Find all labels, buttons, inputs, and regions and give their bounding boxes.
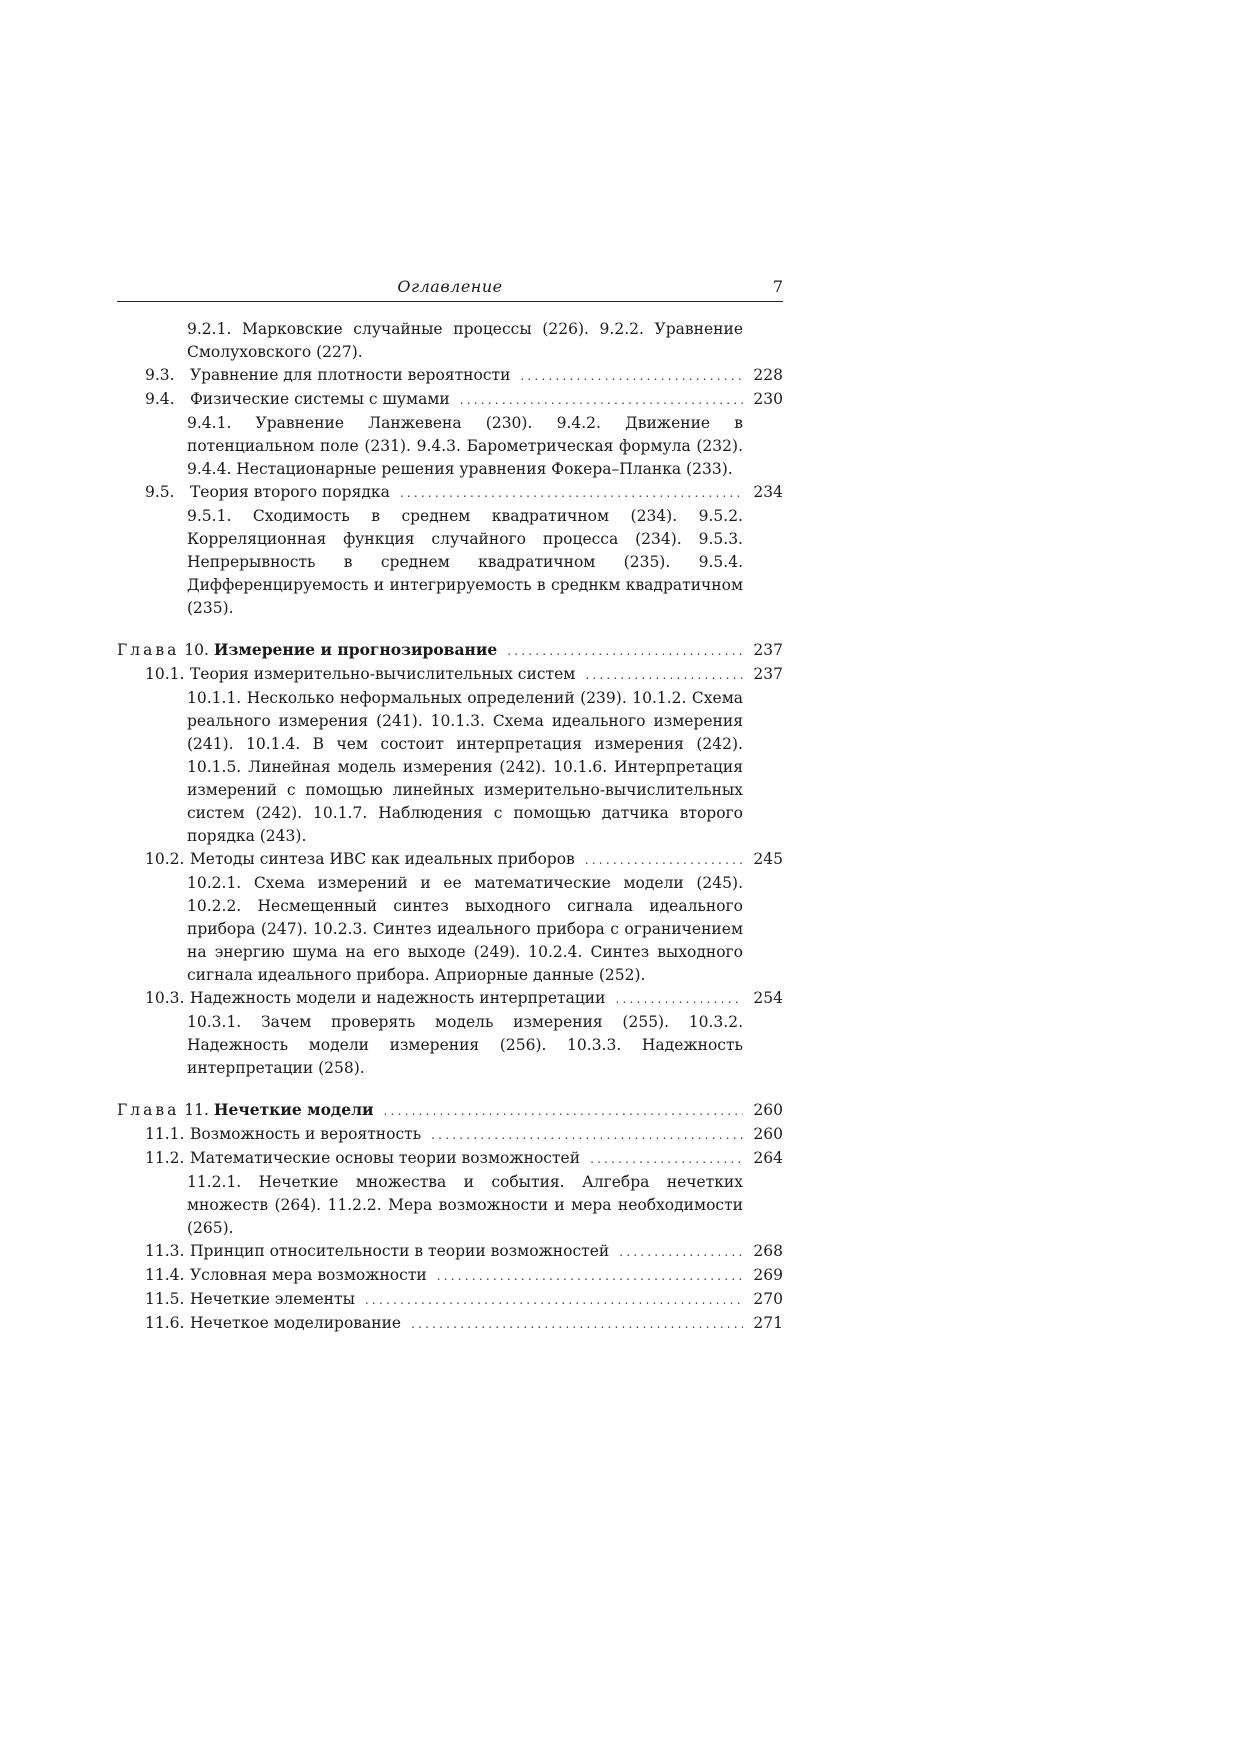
toc-entry-11-1[interactable] <box>117 1123 783 1147</box>
entry-title: Принцип относительности в теории возможностей <box>189 1242 610 1260</box>
entry-page: 270 <box>753 1290 783 1308</box>
entry-title: Нечеткие элементы <box>189 1290 355 1308</box>
entry-page: 245 <box>753 850 783 868</box>
leader-dots <box>585 849 743 872</box>
entry-number: 10.2. <box>145 850 185 868</box>
toc-entry-9-4[interactable] <box>117 388 783 412</box>
leader-dots <box>619 1241 743 1264</box>
toc-entry-11-5[interactable] <box>117 1288 783 1312</box>
entry-title: Нечеткое моделирование <box>189 1314 402 1332</box>
entry-number: 9.4. <box>145 390 175 408</box>
entry-number: 9.5. <box>145 483 175 501</box>
header-page-number: 7 <box>772 277 783 296</box>
entry-page: 234 <box>753 483 783 501</box>
toc-entry-9-3[interactable] <box>117 364 783 388</box>
entry-title: Условная мера возможности <box>189 1266 427 1284</box>
chapter-title: Измерение и прогнозирование <box>213 640 498 659</box>
entry-number: 11.2. <box>145 1149 185 1167</box>
toc-entry-9-5[interactable] <box>117 481 783 505</box>
entry-title: Методы синтеза ИВС как идеальных приборов <box>189 850 575 868</box>
chapter-label: Глава <box>117 1101 180 1119</box>
entry-page: 230 <box>753 390 783 408</box>
entry-number: 10.3. <box>145 989 185 1007</box>
toc-entry-11-2[interactable] <box>117 1147 783 1171</box>
subsection-list: 10.2.1. Схема измерений и ее математические модели (245). 10.2.2. Несмещенный синтез выходного сигнала идеального прибора (247). 10.2.3. Синтез идеального прибора с ограничением на энергию шума на его выходе (249). 10.2.4. Синтез выходного сигнала идеального прибора. Априорные данные (252). <box>187 874 743 984</box>
entry-title: Математические основы теории возможностей <box>189 1149 581 1167</box>
subsection-list: 9.2.1. Марковские случайные процессы (226). 9.2.2. Уравнение Смолуховского (227). <box>187 320 743 361</box>
subsection-list: 9.4.1. Уравнение Ланжевена (230). 9.4.2. Движение в потенциальном поле (231). 9.4.3. Барометрическая формула (232). 9.4.4. Нестационарные решения уравнения Фокера–Планка (233). <box>187 414 743 478</box>
entry-page: 264 <box>753 1149 783 1167</box>
subsection-list: 10.3.1. Зачем проверять модель измерения (255). 10.3.2. Надежность модели измерения (256). 10.3.3. Надежность интерпретации (258). <box>187 1013 743 1077</box>
leader-dots <box>507 640 743 663</box>
entry-number: 11.5. <box>145 1290 185 1308</box>
entry-title: Надежность модели и надежность интерпретации <box>189 989 606 1007</box>
entry-title: Теория второго порядка <box>189 483 390 501</box>
leader-dots <box>431 1124 743 1147</box>
leader-dots <box>615 988 743 1011</box>
leader-dots <box>520 365 743 388</box>
leader-dots <box>437 1265 743 1288</box>
entry-page: 268 <box>753 1242 783 1260</box>
toc-entry-10-1[interactable] <box>117 663 783 687</box>
entry-title: Теория измерительно-вычислительных систем <box>189 665 576 683</box>
entry-number: 11.4. <box>145 1266 185 1284</box>
chapter-title: Нечеткие модели <box>213 1100 374 1119</box>
entry-page: 254 <box>753 989 783 1007</box>
subsection-list: 11.2.1. Нечеткие множества и события. Алгебра нечетких множеств (264). 11.2.2. Мера возможности и мера необходимости (265). <box>187 1173 743 1237</box>
chapter-number: 10. <box>184 641 209 659</box>
entry-title: Возможность и вероятность <box>189 1125 422 1143</box>
toc-entry-11-3[interactable] <box>117 1240 783 1264</box>
entry-page: 269 <box>753 1266 783 1284</box>
entry-title: Физические системы с шумами <box>189 390 450 408</box>
entry-number: 11.6. <box>145 1314 185 1332</box>
chapter-page: 260 <box>753 1101 783 1119</box>
toc-chapter-10[interactable] <box>117 638 783 663</box>
subsection-list: 9.5.1. Сходимость в среднем квадратичном (234). 9.5.2. Корреляционная функция случайного процесса (234). 9.5.3. Непрерывность в среднем квадратичном (235). 9.5.4. Дифференцируемость и интегрируемость в среднкм квадратичном (235). <box>187 507 743 617</box>
leader-dots <box>411 1313 743 1336</box>
entry-title: Уравнение для плотности вероятности <box>189 366 511 384</box>
toc-entry-11-4[interactable] <box>117 1264 783 1288</box>
subsection-list: 10.1.1. Несколько неформальных определений (239). 10.1.2. Схема реального измерения (241). 10.1.3. Схема идеального измерения (241). 10.1.4. В чем состоит интерпретация измерения (242). 10.1.5. Линейная модель измерения (242). 10.1.6. Интерпретация измерений с помощью линейных измерительно-вычислительных систем (242). 10.1.7. Наблюдения с помощью датчика второго порядка (243). <box>187 689 743 845</box>
entry-page: 228 <box>753 366 783 384</box>
entry-number: 11.1. <box>145 1125 185 1143</box>
table-of-contents <box>117 318 783 1336</box>
entry-number: 10.1. <box>145 665 185 683</box>
chapter-number: 11. <box>184 1101 209 1119</box>
toc-entry-10-2[interactable] <box>117 848 783 872</box>
entry-page: 237 <box>753 665 783 683</box>
toc-chapter-11[interactable] <box>117 1098 783 1123</box>
chapter-page: 237 <box>753 641 783 659</box>
toc-page <box>117 275 783 1336</box>
leader-dots <box>365 1289 743 1312</box>
leader-dots <box>400 482 743 505</box>
entry-page: 271 <box>753 1314 783 1332</box>
leader-dots <box>384 1100 743 1123</box>
running-header <box>117 275 783 302</box>
entry-page: 260 <box>753 1125 783 1143</box>
toc-entry-11-6[interactable] <box>117 1312 783 1336</box>
leader-dots <box>590 1148 743 1171</box>
entry-number: 9.3. <box>145 366 175 384</box>
leader-dots <box>585 664 743 687</box>
entry-number: 11.3. <box>145 1242 185 1260</box>
toc-entry-10-3[interactable] <box>117 987 783 1011</box>
header-title: Оглавление <box>397 277 503 296</box>
chapter-label: Глава <box>117 641 180 659</box>
leader-dots <box>460 389 743 412</box>
